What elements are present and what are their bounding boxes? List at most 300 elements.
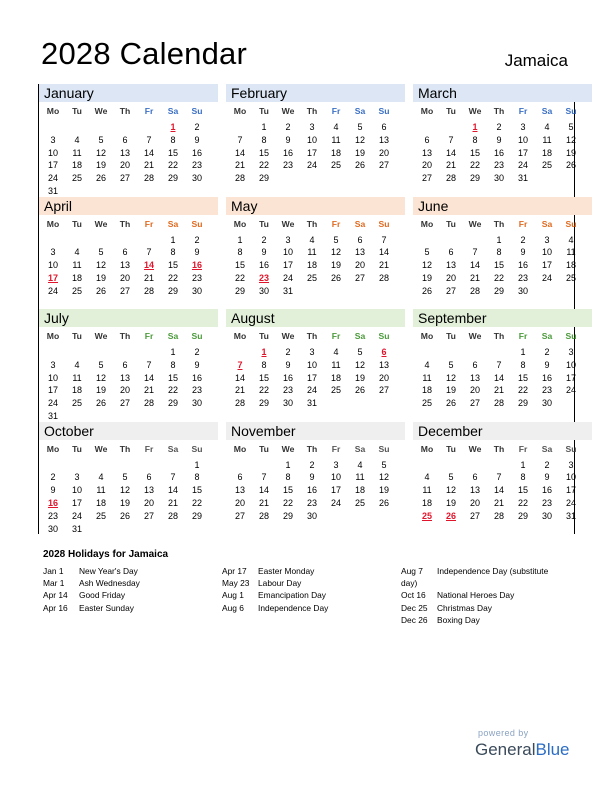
day-cell: 27 — [469, 398, 480, 409]
day-cell: 16 — [191, 260, 202, 271]
day-cell: 16 — [493, 147, 504, 158]
weekday-label: Sa — [167, 106, 179, 116]
day-cell: 23 — [191, 272, 202, 283]
day-cell: 23 — [47, 510, 58, 521]
weekday-label: We — [281, 443, 295, 454]
day-cell: 11 — [72, 260, 82, 271]
weekday-label: Tu — [259, 106, 269, 116]
day-cell: 26 — [330, 272, 341, 283]
week-row — [415, 121, 583, 134]
weekday-header — [228, 106, 396, 116]
day-cell: 1 — [261, 122, 267, 132]
week-row — [415, 372, 583, 385]
weekday-label: Sa — [354, 443, 366, 454]
week-row — [228, 497, 396, 510]
day-cell: 3 — [568, 347, 574, 357]
month-name: October — [39, 422, 218, 440]
holiday-entry — [222, 602, 328, 614]
day-cell: 24 — [47, 398, 58, 409]
month-september — [413, 309, 592, 422]
day-cell: 6 — [122, 134, 128, 145]
week-row — [41, 359, 209, 372]
day-cell: 3 — [50, 134, 56, 145]
day-cell: 24 — [565, 385, 576, 396]
day-cell: 12 — [354, 134, 365, 145]
calendar-grid — [38, 84, 575, 534]
day-cell: 19 — [421, 272, 432, 283]
day-cell: 14 — [445, 147, 456, 158]
month-october — [39, 422, 218, 535]
day-cell: 12 — [445, 372, 456, 383]
day-cell: 2 — [261, 234, 267, 245]
day-cell: 24 — [306, 160, 317, 171]
day-cell: 16 — [191, 147, 202, 158]
day-cell: 15 — [469, 147, 480, 158]
day-cell: 4 — [568, 234, 574, 245]
holiday-date: Apr 14 — [43, 590, 68, 601]
weekday-label: Sa — [167, 218, 179, 229]
empty-day-cell — [463, 459, 487, 472]
day-cell: 23 — [258, 272, 269, 283]
day-cell: 9 — [261, 247, 267, 258]
day-cell: 4 — [333, 122, 339, 132]
day-cell: 15 — [258, 372, 269, 383]
month-name: April — [39, 197, 218, 215]
day-cell: 23 — [517, 272, 528, 283]
weekday-header — [41, 444, 209, 454]
day-cell: 3 — [50, 359, 56, 370]
month-name: May — [226, 197, 405, 215]
day-cell: 21 — [143, 385, 154, 396]
day-cell: 23 — [191, 160, 202, 171]
day-cell: 29 — [167, 173, 178, 184]
day-cell: 3 — [544, 234, 550, 245]
day-cell: 20 — [119, 160, 130, 171]
day-cell: 25 — [330, 160, 341, 171]
day-cell: 1 — [170, 122, 176, 132]
week-row — [415, 459, 583, 472]
weekday-label: Tu — [72, 218, 82, 229]
day-cell: 25 — [541, 160, 552, 171]
day-cell: 28 — [143, 398, 154, 409]
day-cell: 19 — [445, 497, 456, 508]
week-row — [415, 246, 583, 259]
weekday-label: Mo — [233, 443, 247, 454]
month-december — [413, 422, 592, 535]
day-cell: 24 — [306, 385, 317, 396]
empty-day-cell — [113, 234, 137, 247]
day-cell: 14 — [469, 260, 480, 271]
holiday-date: Aug 7 — [401, 566, 423, 576]
day-cell: 2 — [194, 347, 200, 357]
day-cell: 9 — [285, 134, 291, 145]
empty-day-cell — [65, 234, 89, 247]
day-cell: 1 — [472, 122, 478, 132]
day-cell: 31 — [47, 186, 58, 196]
day-cell: 19 — [95, 160, 106, 171]
day-cell: 6 — [237, 472, 243, 483]
empty-day-cell — [439, 459, 463, 472]
day-cell: 19 — [330, 260, 341, 271]
day-cell: 19 — [119, 497, 130, 508]
weekday-label: Sa — [541, 218, 553, 229]
day-cell: 14 — [234, 147, 245, 158]
day-cell: 21 — [234, 160, 245, 171]
day-cell: 20 — [119, 385, 130, 396]
empty-day-cell — [113, 523, 137, 536]
holiday-name: Boxing Day — [437, 614, 480, 625]
day-cell: 27 — [469, 510, 480, 521]
day-cell: 8 — [520, 472, 526, 483]
day-cell: 10 — [330, 472, 341, 483]
day-cell: 11 — [331, 134, 341, 145]
week-row — [41, 471, 209, 484]
day-cell: 20 — [378, 372, 389, 383]
day-cell: 1 — [170, 234, 176, 245]
day-cell: 5 — [122, 472, 128, 483]
day-cell: 10 — [47, 372, 58, 383]
holiday-entry — [43, 577, 140, 589]
day-cell: 9 — [544, 472, 550, 483]
day-cell: 23 — [282, 385, 293, 396]
day-cell: 17 — [330, 485, 341, 496]
day-cell: 17 — [47, 385, 58, 396]
day-cell: 16 — [541, 485, 552, 496]
weekday-label: Mo — [46, 218, 60, 229]
day-cell: 1 — [170, 347, 176, 357]
day-cell: 11 — [355, 472, 365, 483]
day-cell: 5 — [424, 247, 430, 258]
weekday-header — [228, 444, 396, 454]
weekday-label: Sa — [167, 443, 179, 454]
brand-text-general: General — [475, 740, 536, 759]
holiday-name: Easter Monday — [258, 566, 315, 576]
day-cell: 16 — [258, 260, 269, 271]
weekday-label: Sa — [541, 443, 553, 454]
day-cell: 5 — [98, 247, 104, 258]
day-cell: 23 — [306, 497, 317, 508]
day-cell: 26 — [565, 160, 576, 171]
weekday-label: Th — [119, 218, 131, 229]
day-cell: 6 — [357, 234, 363, 245]
day-cell: 22 — [167, 385, 178, 396]
weekday-label: Tu — [259, 331, 269, 341]
empty-day-cell — [41, 346, 65, 359]
day-cell: 11 — [96, 485, 106, 496]
week-row — [41, 147, 209, 160]
day-cell: 2 — [496, 122, 502, 132]
weekday-label: Su — [565, 331, 577, 341]
day-cell: 7 — [448, 134, 454, 145]
day-cell: 18 — [565, 260, 576, 271]
day-cell: 5 — [357, 347, 363, 357]
day-cell: 17 — [282, 260, 293, 271]
day-cell: 10 — [306, 359, 317, 370]
day-cell: 20 — [445, 272, 456, 283]
day-cell: 1 — [194, 459, 200, 470]
day-cell: 12 — [95, 260, 106, 271]
empty-day-cell — [439, 121, 463, 134]
day-cell: 14 — [167, 485, 178, 496]
day-cell: 12 — [95, 147, 106, 158]
weekday-label: Th — [306, 331, 318, 341]
day-cell: 22 — [191, 497, 202, 508]
day-cell: 29 — [517, 398, 528, 409]
empty-day-cell — [137, 121, 161, 134]
day-cell: 7 — [237, 134, 243, 145]
day-cell: 28 — [143, 173, 154, 184]
day-cell: 31 — [306, 398, 317, 409]
day-cell: 11 — [72, 372, 82, 383]
weekday-label: We — [281, 331, 295, 341]
weekday-header — [41, 106, 209, 116]
week-row — [228, 259, 396, 272]
day-cell: 8 — [237, 247, 243, 258]
day-cell: 30 — [191, 285, 202, 296]
day-cell: 20 — [143, 497, 154, 508]
empty-day-cell — [41, 121, 65, 134]
day-cell: 15 — [167, 260, 178, 271]
empty-day-cell — [324, 397, 348, 410]
holiday-entry — [222, 589, 328, 601]
day-cell: 14 — [493, 485, 504, 496]
empty-day-cell — [300, 172, 324, 185]
day-cell: 20 — [234, 497, 245, 508]
day-cell: 6 — [146, 472, 152, 483]
month-june — [413, 197, 592, 310]
weekday-label: Th — [306, 106, 318, 116]
weekday-label: Su — [191, 443, 203, 454]
day-cell: 1 — [520, 459, 526, 470]
day-cell: 26 — [95, 285, 106, 296]
day-cell: 15 — [517, 372, 528, 383]
weekday-label: Su — [378, 106, 390, 116]
day-cell: 23 — [541, 385, 552, 396]
day-cell: 10 — [565, 472, 576, 483]
day-cell: 13 — [234, 485, 245, 496]
day-cell: 20 — [378, 147, 389, 158]
day-cell: 11 — [307, 247, 317, 258]
empty-day-cell — [324, 285, 348, 298]
month-name: September — [413, 309, 592, 327]
day-cell: 29 — [167, 285, 178, 296]
holiday-date: Jan 1 — [43, 566, 64, 576]
day-cell: 18 — [421, 497, 432, 508]
day-cell: 18 — [306, 260, 317, 271]
day-cell: 21 — [143, 160, 154, 171]
day-cell: 28 — [258, 510, 269, 521]
empty-day-cell — [300, 285, 324, 298]
day-cell: 6 — [448, 247, 454, 258]
day-cell: 1 — [261, 347, 267, 357]
empty-day-cell — [348, 510, 372, 523]
empty-day-cell — [276, 172, 300, 185]
day-cell: 27 — [119, 285, 130, 296]
day-cell: 22 — [167, 160, 178, 171]
day-cell: 5 — [448, 359, 454, 370]
empty-day-cell — [487, 459, 511, 472]
week-row — [41, 510, 209, 523]
week-row — [41, 272, 209, 285]
week-row — [41, 234, 209, 247]
day-cell: 15 — [258, 147, 269, 158]
day-cell: 25 — [306, 272, 317, 283]
weekday-header — [41, 331, 209, 341]
day-cell: 12 — [421, 260, 432, 271]
week-row — [228, 397, 396, 410]
weekday-label: Tu — [72, 443, 82, 454]
day-cell: 6 — [122, 247, 128, 258]
day-cell: 8 — [194, 472, 200, 483]
day-cell: 3 — [74, 472, 80, 483]
holidays-title: 2028 Holidays for Jamaica — [43, 549, 169, 560]
empty-day-cell — [415, 459, 439, 472]
day-cell: 23 — [282, 160, 293, 171]
empty-day-cell — [372, 172, 396, 185]
day-cell: 3 — [309, 347, 315, 357]
holiday-name: Easter Sunday — [79, 602, 134, 613]
day-cell: 17 — [47, 160, 58, 171]
day-cell: 15 — [167, 372, 178, 383]
weekday-label: Tu — [446, 106, 456, 116]
day-cell: 27 — [119, 398, 130, 409]
empty-day-cell — [89, 523, 113, 536]
empty-day-cell — [65, 121, 89, 134]
day-cell: 17 — [71, 497, 82, 508]
day-cell: 18 — [330, 147, 341, 158]
page-title: 2028 Calendar — [41, 36, 247, 71]
holiday-date: Apr 17 — [222, 566, 247, 576]
week-row — [228, 346, 396, 359]
week-row — [41, 372, 209, 385]
weekday-label: We — [94, 106, 108, 116]
empty-day-cell — [65, 346, 89, 359]
day-cell: 9 — [496, 134, 502, 145]
week-row — [415, 384, 583, 397]
day-cell: 15 — [517, 485, 528, 496]
weekday-label: Tu — [72, 331, 82, 341]
day-cell: 29 — [167, 398, 178, 409]
weekday-label: Th — [119, 331, 131, 341]
day-cell: 11 — [422, 485, 432, 496]
weekday-label: Fr — [518, 218, 528, 229]
day-cell: 14 — [143, 372, 154, 383]
holiday-date: Oct 16 — [401, 590, 426, 601]
holiday-entry — [401, 589, 548, 601]
day-cell: 10 — [517, 134, 528, 145]
day-cell: 31 — [47, 411, 58, 421]
week-row — [228, 234, 396, 247]
day-cell: 31 — [517, 173, 528, 184]
week-row — [228, 147, 396, 160]
day-cell: 24 — [47, 173, 58, 184]
day-cell: 13 — [119, 260, 130, 271]
day-cell: 7 — [170, 472, 176, 483]
week-row — [228, 510, 396, 523]
day-cell: 28 — [143, 285, 154, 296]
day-cell: 29 — [517, 510, 528, 521]
weekday-header — [415, 331, 583, 341]
empty-day-cell — [228, 346, 252, 359]
day-cell: 9 — [194, 134, 200, 145]
month-name: August — [226, 309, 405, 327]
weekday-header — [415, 106, 583, 116]
day-cell: 13 — [354, 247, 365, 258]
week-row — [228, 134, 396, 147]
empty-day-cell — [559, 397, 583, 410]
month-name: December — [413, 422, 592, 440]
week-row — [228, 121, 396, 134]
week-row — [228, 285, 396, 298]
day-cell: 24 — [71, 510, 82, 521]
weekday-label: Su — [191, 106, 203, 116]
day-cell: 23 — [541, 497, 552, 508]
week-row — [415, 172, 583, 185]
week-row — [228, 272, 396, 285]
day-cell: 4 — [424, 472, 430, 483]
empty-day-cell — [137, 523, 161, 536]
day-cell: 7 — [146, 247, 152, 258]
day-cell: 8 — [520, 359, 526, 370]
weekday-label: We — [468, 331, 482, 341]
holiday-date: May 23 — [222, 578, 250, 589]
day-cell: 11 — [542, 134, 552, 145]
day-cell: 30 — [258, 285, 269, 296]
day-cell: 25 — [95, 510, 106, 521]
weekday-label: We — [281, 218, 295, 229]
empty-day-cell — [137, 346, 161, 359]
month-name: July — [39, 309, 218, 327]
weekday-label: Mo — [233, 218, 247, 229]
day-cell: 5 — [333, 234, 339, 245]
day-cell: 13 — [445, 260, 456, 271]
day-cell: 26 — [445, 510, 456, 521]
brand-logo[interactable] — [475, 740, 570, 760]
weekday-label: Th — [493, 443, 505, 454]
empty-day-cell — [415, 121, 439, 134]
day-cell: 27 — [445, 285, 456, 296]
day-cell: 12 — [354, 359, 365, 370]
day-cell: 15 — [282, 485, 293, 496]
day-cell: 24 — [517, 160, 528, 171]
weekday-label: Su — [565, 443, 577, 454]
day-cell: 20 — [469, 497, 480, 508]
holiday-name: Labour Day — [258, 578, 302, 589]
empty-day-cell — [89, 234, 113, 247]
day-cell: 3 — [309, 122, 315, 132]
holiday-date: Aug 1 — [222, 590, 244, 601]
empty-day-cell — [161, 459, 185, 472]
day-cell: 14 — [234, 372, 245, 383]
day-cell: 5 — [98, 134, 104, 145]
day-cell: 27 — [234, 510, 245, 521]
day-cell: 9 — [520, 247, 526, 258]
day-cell: 25 — [330, 385, 341, 396]
week-row — [415, 359, 583, 372]
holiday-name: Independence Day (substitute — [437, 566, 549, 576]
weekday-label: Fr — [518, 331, 528, 341]
holiday-entry — [401, 602, 548, 614]
empty-day-cell — [463, 346, 487, 359]
day-cell: 25 — [71, 173, 82, 184]
day-cell: 18 — [71, 385, 82, 396]
holiday-name: New Year's Day — [79, 566, 138, 576]
holiday-entry — [43, 589, 140, 601]
empty-day-cell — [324, 510, 348, 523]
day-cell: 18 — [421, 385, 432, 396]
day-cell: 1 — [237, 234, 243, 245]
empty-day-cell — [535, 285, 559, 298]
